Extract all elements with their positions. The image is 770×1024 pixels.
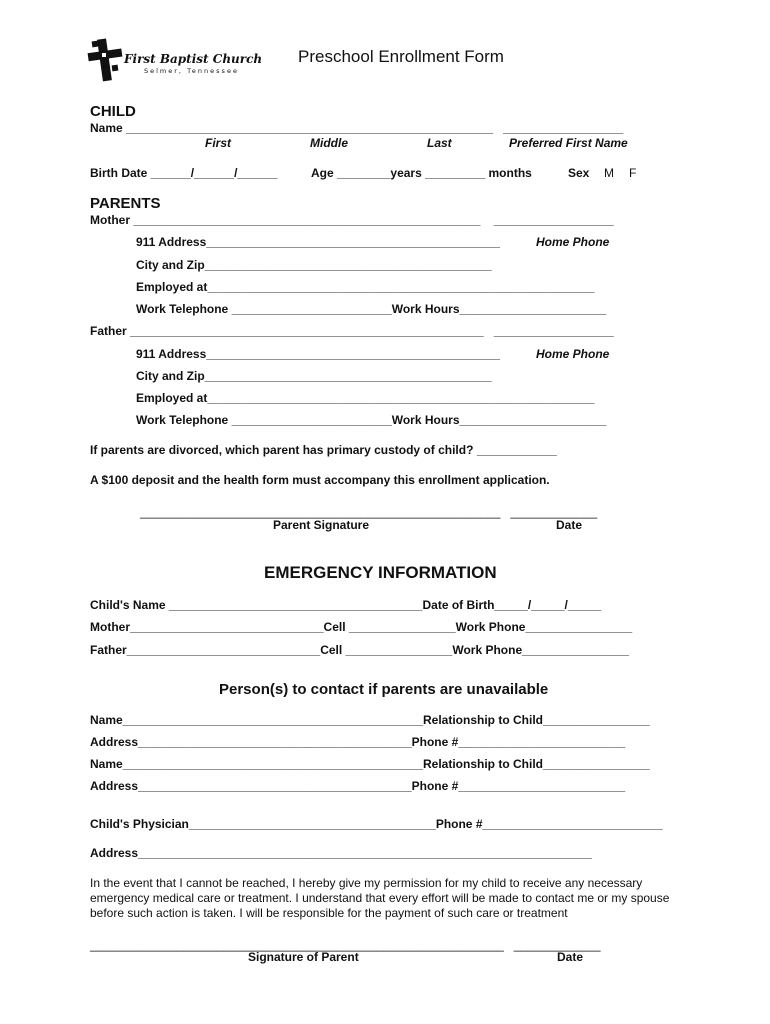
cross-logo-icon (86, 37, 124, 83)
contact1-address-field[interactable]: Address_________________________________________Phone #_________________________ (90, 735, 626, 749)
birth-date-field[interactable]: Birth Date ______/______/______ (90, 166, 278, 180)
custody-question[interactable]: If parents are divorced, which parent has primary custody of child? ____________ (90, 443, 557, 457)
physician-address-field[interactable]: Address____________________________________________________________________ (90, 846, 592, 860)
parent-signature-date-label: Date (556, 518, 583, 532)
child-name-field[interactable]: Name _______________________________________________________ __________________ (90, 121, 624, 135)
parent-signature-line[interactable]: ______________________________________________________ _____________ (140, 505, 598, 519)
church-location: Selmer, Tennessee (144, 67, 239, 75)
child-heading: CHILD (90, 103, 136, 120)
emergency-mother-field[interactable]: Mother_____________________________Cell ________________Work Phone________________ (90, 620, 633, 634)
emergency-father-field[interactable]: Father_____________________________Cell ________________Work Phone________________ (90, 643, 629, 657)
age-field[interactable]: Age ________years _________ months (311, 166, 532, 180)
mother-name-field[interactable]: Mother ____________________________________________________ __________________ (90, 213, 614, 227)
label-middle: Middle (310, 136, 348, 150)
signature-date-label: Date (557, 950, 584, 964)
label-last: Last (427, 136, 452, 150)
page-title: Preschool Enrollment Form (298, 47, 504, 66)
consent-paragraph: In the event that I cannot be reached, I hereby give my permission for my child to receive any necessary emergency medical care or treatment. I understand that every effort will be made to contact me or my spouse before such action is taken. I will be responsible for the payment of such care or treatment (90, 876, 670, 920)
mother-city-zip-field[interactable]: City and Zip___________________________________________ (136, 258, 492, 272)
church-name: First Baptist Church (124, 52, 263, 66)
father-employer-field[interactable]: Employed at__________________________________________________________ (136, 391, 595, 405)
contact2-name-field[interactable]: Name_____________________________________________Relationship to Child________________ (90, 757, 650, 771)
contact2-address-field[interactable]: Address_________________________________________Phone #_________________________ (90, 779, 626, 793)
deposit-note: A $100 deposit and the health form must accompany this enrollment application. (90, 473, 550, 487)
parent-signature-line-2[interactable]: ______________________________________________________________ _____________ (90, 938, 601, 952)
mother-employer-field[interactable]: Employed at__________________________________________________________ (136, 280, 595, 294)
sex-option-f[interactable]: F (629, 166, 637, 180)
signature-of-parent-label: Signature of Parent (248, 950, 359, 964)
contacts-heading: Person(s) to contact if parents are unavailable (219, 681, 549, 698)
father-home-phone-label: Home Phone (536, 347, 610, 361)
father-address-field[interactable]: 911 Address____________________________________________ (136, 347, 500, 361)
father-city-zip-field[interactable]: City and Zip___________________________________________ (136, 369, 492, 383)
father-work-phone-field[interactable]: Work Telephone ________________________Work Hours______________________ (136, 413, 607, 427)
mother-work-phone-field[interactable]: Work Telephone ________________________Work Hours______________________ (136, 302, 607, 316)
mother-address-field[interactable]: 911 Address____________________________________________ (136, 235, 500, 249)
physician-field[interactable]: Child's Physician_____________________________________Phone #___________________________ (90, 817, 663, 831)
sex-option-m[interactable]: M (604, 166, 614, 180)
mother-home-phone-label: Home Phone (536, 235, 610, 249)
sex-label: Sex (568, 166, 590, 180)
emergency-heading: EMERGENCY INFORMATION (264, 563, 497, 582)
emergency-child-name-field[interactable]: Child's Name ______________________________________Date of Birth_____/_____/_____ (90, 598, 602, 612)
parents-heading: PARENTS (90, 195, 161, 212)
father-name-field[interactable]: Father _____________________________________________________ __________________ (90, 324, 614, 338)
contact1-name-field[interactable]: Name_____________________________________________Relationship to Child________________ (90, 713, 650, 727)
label-preferred: Preferred First Name (509, 136, 628, 150)
parent-signature-label: Parent Signature (273, 518, 370, 532)
church-logo (86, 37, 124, 88)
label-first: First (205, 136, 232, 150)
